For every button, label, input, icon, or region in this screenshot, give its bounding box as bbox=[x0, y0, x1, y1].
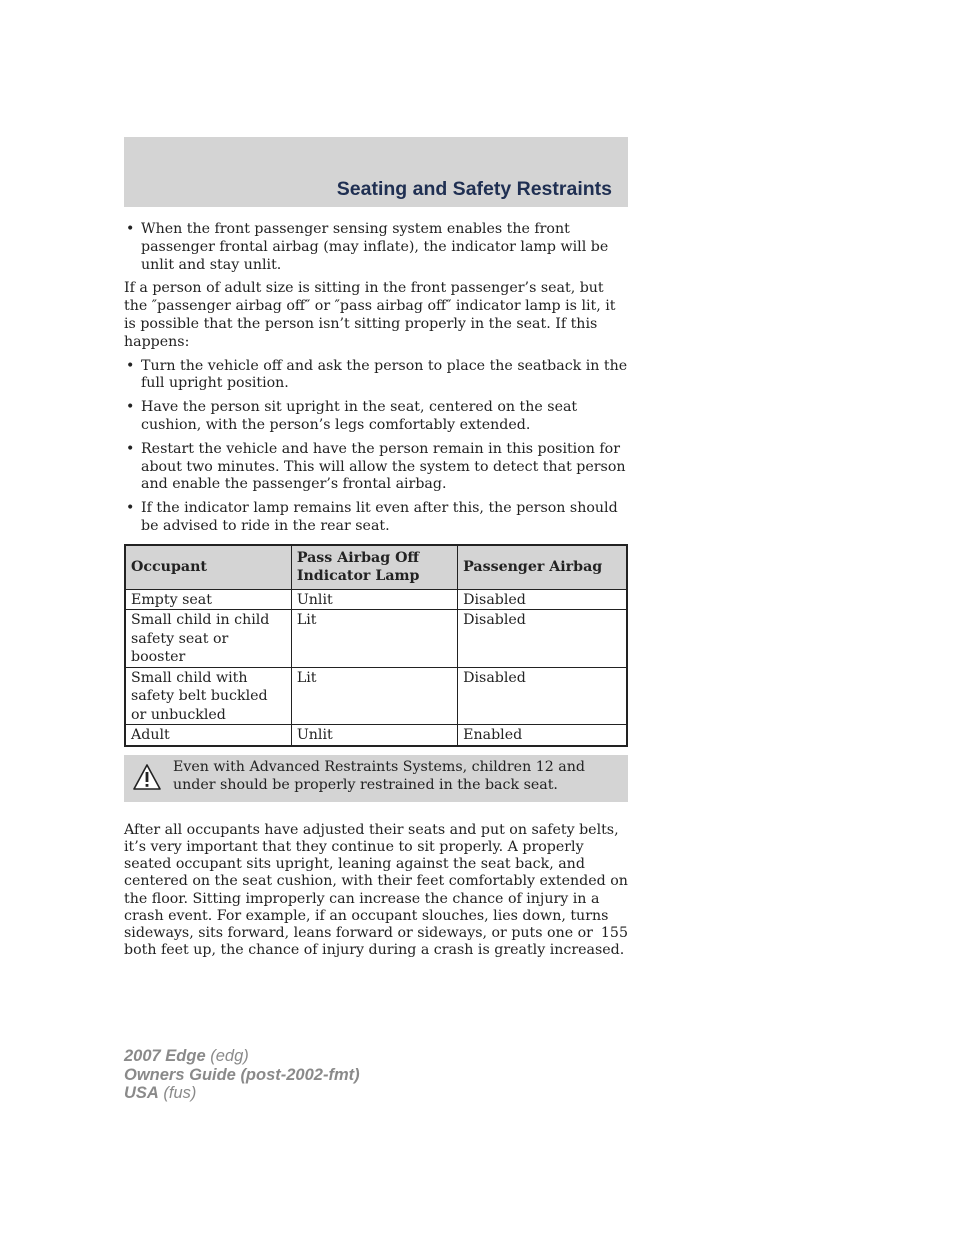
warning-box bbox=[124, 755, 628, 802]
bullet-item: • Restart the vehicle and have the person remain in this position for about two minutes. This will allow the system to detect that person and enable the passenger’s frontal airbag. bbox=[124, 441, 628, 494]
table-row bbox=[125, 610, 627, 668]
bullet-item: • When the front passenger sensing system enables the front passenger frontal airbag (may inflate), the indicator lamp will be unlit and stay unlit. bbox=[124, 221, 628, 274]
footer-line bbox=[124, 1047, 360, 1066]
column-header: Pass Airbag Off Indicator Lamp bbox=[291, 545, 457, 590]
table-row bbox=[125, 725, 627, 746]
bullet-item: • Have the person sit upright in the seat, centered on the seat cushion, with the person’s legs comfortably extended. bbox=[124, 399, 628, 435]
footer bbox=[124, 1047, 360, 1103]
footer-guide: Owners Guide (post-2002-fmt) bbox=[124, 1065, 360, 1084]
bullet-item: • Turn the vehicle off and ask the person to place the seatback in the full upright position. bbox=[124, 358, 628, 394]
airbag-status-table bbox=[124, 544, 628, 747]
page-number: 155 bbox=[600, 925, 628, 941]
table-cell: Small child in child safety seat or booster bbox=[125, 610, 291, 668]
table-cell: Lit bbox=[291, 610, 457, 668]
footer-market-code: (fus) bbox=[158, 1084, 197, 1102]
table-cell: Small child with safety belt buckled or unbuckled bbox=[125, 667, 291, 725]
bullet-item: • If the indicator lamp remains lit even after this, the person should be advised to ride in the rear seat. bbox=[124, 500, 628, 536]
footer-model-code: (edg) bbox=[205, 1047, 249, 1065]
footer-model: 2007 Edge bbox=[124, 1047, 206, 1065]
table-cell: Empty seat bbox=[125, 589, 291, 610]
table-cell: Disabled bbox=[458, 610, 627, 668]
warning-triangle-icon bbox=[132, 763, 162, 791]
column-header: Occupant bbox=[125, 545, 291, 590]
page-content bbox=[124, 221, 628, 965]
table-cell: Unlit bbox=[291, 589, 457, 610]
table-cell: Adult bbox=[125, 725, 291, 746]
table-cell: Unlit bbox=[291, 725, 457, 746]
section-title: Seating and Safety Restraints bbox=[336, 178, 612, 200]
table-cell: Enabled bbox=[458, 725, 627, 746]
table-cell: Disabled bbox=[458, 667, 627, 725]
footer-market: USA bbox=[124, 1084, 159, 1102]
table-cell: Lit bbox=[291, 667, 457, 725]
table-cell: Disabled bbox=[458, 589, 627, 610]
paragraph: After all occupants have adjusted their seats and put on safety belts, it’s very important that they continue to sit properly. A properly seated occupant sits upright, leaning against the seat back, and centered on the seat cushion, with their feet comfortably extended on the floor. Sitting improperly can increase the chance of injury in a crash event. For example, if an occupant slouches, lies down, turns sideways, sits forward, leans forward or sideways, or puts one or both feet up, the chance of injury during a crash is greatly increased. bbox=[124, 821, 628, 959]
section-header bbox=[124, 137, 628, 207]
table-header-row bbox=[125, 545, 627, 590]
paragraph: If a person of adult size is sitting in the front passenger’s seat, but the ″passenger airbag off″ or ″pass airbag off″ indicator lamp is lit, it is possible that the person isn’t sitting properly in the seat. If this happens: bbox=[124, 280, 616, 350]
table-row bbox=[125, 667, 627, 725]
column-header: Passenger Airbag bbox=[458, 545, 627, 590]
warning-text: Even with Advanced Restraints Systems, children 12 and under should be properly restrained in the back seat. bbox=[173, 758, 585, 793]
table-row bbox=[125, 589, 627, 610]
footer-line bbox=[124, 1066, 360, 1085]
footer-line bbox=[124, 1084, 360, 1103]
